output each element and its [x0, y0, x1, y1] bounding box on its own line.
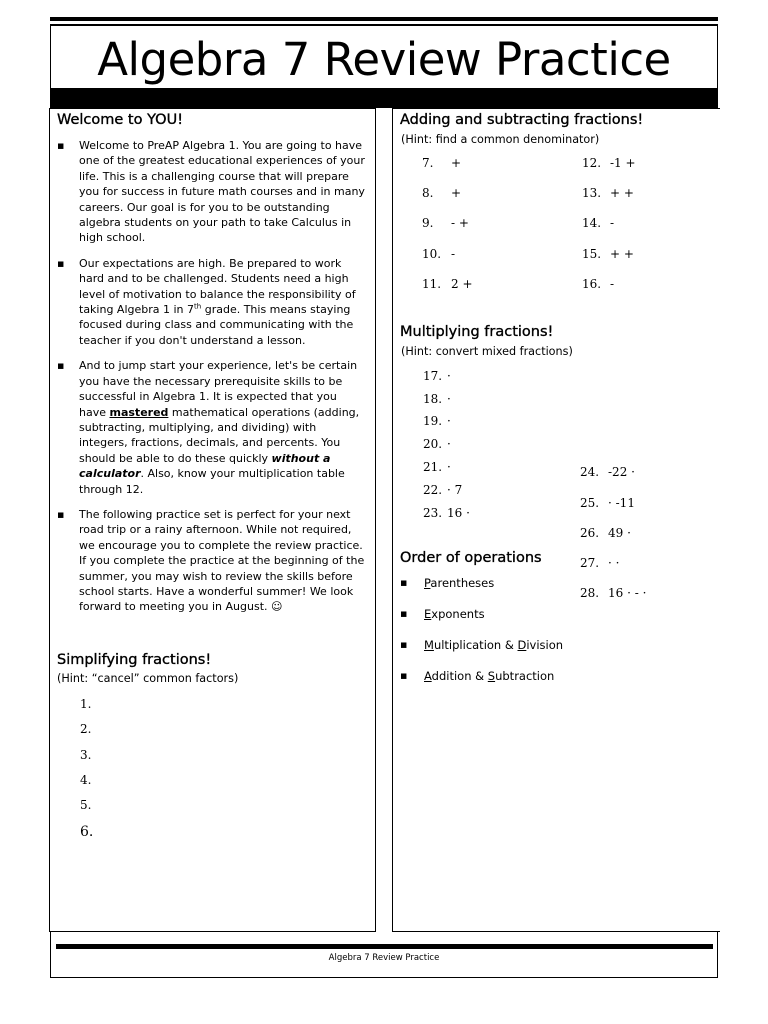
- simplifying-item-number: 4.: [80, 773, 92, 787]
- welcome-paragraph-3: ▪ And to jump start your experience, let's be certain you have the necessary prerequisite skills to be successful in Algebra 1. It is expected that you have mastered mathematical operations (adding, subtracting, multiplying, and dividing) with integers, fractions, decimals, and percents. You should be able to do these quickly without a calculator. Also, know your multiplication table through 12.: [57, 358, 367, 497]
- order-list: [400, 576, 564, 700]
- multiplying-problem-number: 24.: [580, 465, 600, 479]
- multiplying-problem-number: 23.: [423, 506, 443, 520]
- title-bottom-band: [50, 88, 718, 108]
- simplifying-heading: Simplifying fractions!: [57, 652, 212, 668]
- order-item: [400, 607, 552, 638]
- multiplying-problem-number: 21.: [423, 460, 443, 474]
- multiplying-problem-number: 19.: [423, 414, 443, 428]
- footer-rule: [56, 944, 713, 949]
- adding-problem-expression: + +: [610, 186, 634, 200]
- order-item-text: xponents: [431, 607, 485, 621]
- multiplying-problem-expression: 16 · - ·: [608, 586, 647, 600]
- welcome-paragraph-4: ▪ The following practice set is perfect for your next road trip or a rainy afternoon. While not required, we encourage you to complete the review practice. If you complete the practice at the beginning of the summer, you may wish to review the skills before school starts. Have a wonderful summer! We look forward to meeting you in August. ☺: [57, 507, 367, 615]
- adding-problem-expression: +: [451, 186, 462, 200]
- adding-problem-number: 9.: [422, 216, 434, 230]
- multiplying-problem-number: 27.: [580, 556, 600, 570]
- right-column: [392, 108, 720, 932]
- multiplying-hint: (Hint: convert mixed fractions): [401, 345, 573, 358]
- adding-problem-expression: 2 +: [451, 277, 473, 291]
- multiplying-problem-expression: ·: [447, 369, 451, 383]
- welcome-list: [57, 138, 367, 625]
- order-item-text: ultiplication &: [433, 638, 518, 652]
- adding-problem-expression: - +: [451, 216, 469, 230]
- order-item-initial: S: [487, 669, 496, 683]
- order-item-initial: P: [424, 576, 431, 590]
- adding-problem-number: 10.: [422, 247, 442, 261]
- adding-problem-expression: -: [610, 277, 615, 291]
- multiplying-problem-expression: ·: [447, 460, 451, 474]
- adding-problem-number: 7.: [422, 156, 434, 170]
- simplifying-item-number: 6.: [80, 824, 94, 840]
- multiplying-heading-clip: [400, 324, 552, 346]
- multiplying-problem-number: 18.: [423, 392, 443, 406]
- adding-hint: (Hint: find a common denominator): [401, 133, 600, 146]
- order-item-text: ubtraction: [495, 669, 555, 683]
- multiplying-problem-expression: · ·: [608, 556, 620, 570]
- adding-problem-number: 12.: [582, 156, 602, 170]
- adding-problem-number: 15.: [582, 247, 602, 261]
- order-item-initial: D: [517, 638, 527, 652]
- adding-problem-expression: -: [610, 216, 615, 230]
- footer-text: Algebra 7 Review Practice: [328, 953, 440, 963]
- adding-problem-number: 16.: [582, 277, 602, 291]
- welcome-paragraph-1: ▪ Welcome to PreAP Algebra 1. You are going to have one of the greatest educational experiences of your life. This is a challenging course that will prepare you for success in future math courses and in many careers. Our goal is for you to be outstanding algebra students on your path to take Calculus in high school.: [57, 138, 367, 246]
- multiplying-problem-number: 17.: [423, 369, 443, 383]
- order-item-initial: A: [424, 669, 432, 683]
- adding-problem-expression: +: [451, 156, 462, 170]
- order-item-initial: E: [424, 607, 432, 621]
- welcome-heading: Welcome to YOU!: [57, 112, 184, 128]
- multiplying-heading: Multiplying fractions!: [400, 324, 554, 340]
- order-item-text: ddition &: [431, 669, 488, 683]
- multiplying-problem-number: 26.: [580, 526, 600, 540]
- multiplying-problem-expression: ·: [447, 414, 451, 428]
- simplifying-item-number: 1.: [80, 697, 92, 711]
- simplifying-item-number: 3.: [80, 748, 92, 762]
- simplifying-hint: (Hint: “cancel” common factors): [57, 672, 239, 685]
- page-title: Algebra 7 Review Practice: [97, 33, 671, 86]
- multiplying-problem-expression: 16 ·: [447, 506, 470, 520]
- multiplying-problem-number: 28.: [580, 586, 600, 600]
- simplifying-item-number: 5.: [80, 798, 92, 812]
- order-item-initial: M: [424, 638, 434, 652]
- order-item: [400, 576, 552, 607]
- multiplying-problem-expression: -22 ·: [608, 465, 635, 479]
- order-item: [400, 638, 564, 669]
- order-item-text: arentheses: [430, 576, 495, 590]
- order-heading: Order of operations: [400, 550, 542, 566]
- multiplying-problem-expression: ·: [447, 392, 451, 406]
- adding-problem-expression: -1 +: [610, 156, 636, 170]
- top-rule-thick: [50, 17, 718, 21]
- multiplying-problem-number: 20.: [423, 437, 443, 451]
- multiplying-hint-clip: [401, 345, 573, 361]
- adding-problem-number: 14.: [582, 216, 602, 230]
- adding-problem-expression: -: [451, 247, 456, 261]
- adding-problem-number: 13.: [582, 186, 602, 200]
- adding-heading: Adding and subtracting fractions!: [400, 112, 644, 128]
- order-item: [400, 669, 555, 700]
- adding-problem-number: 8.: [422, 186, 434, 200]
- multiplying-problem-number: 25.: [580, 496, 600, 510]
- order-item-text: ivision: [526, 638, 564, 652]
- welcome-paragraph-2: ▪ Our expectations are high. Be prepared to work hard and to be challenged. Students need a high level of motivation to balance the responsibility of taking Algebra 1 in 7th grade. This means staying focused during class and communicating with the teacher if you don't understand a lesson.: [57, 256, 367, 348]
- multiplying-problem-expression: · 7: [447, 483, 463, 497]
- adding-problem-expression: + +: [610, 247, 634, 261]
- multiplying-problem-number: 22.: [423, 483, 443, 497]
- adding-problem-number: 11.: [422, 277, 442, 291]
- multiplying-problem-expression: ·: [447, 437, 451, 451]
- multiplying-problem-expression: · -11: [608, 496, 635, 510]
- simplifying-item-number: 2.: [80, 722, 92, 736]
- multiplying-problem-expression: 49 ·: [608, 526, 631, 540]
